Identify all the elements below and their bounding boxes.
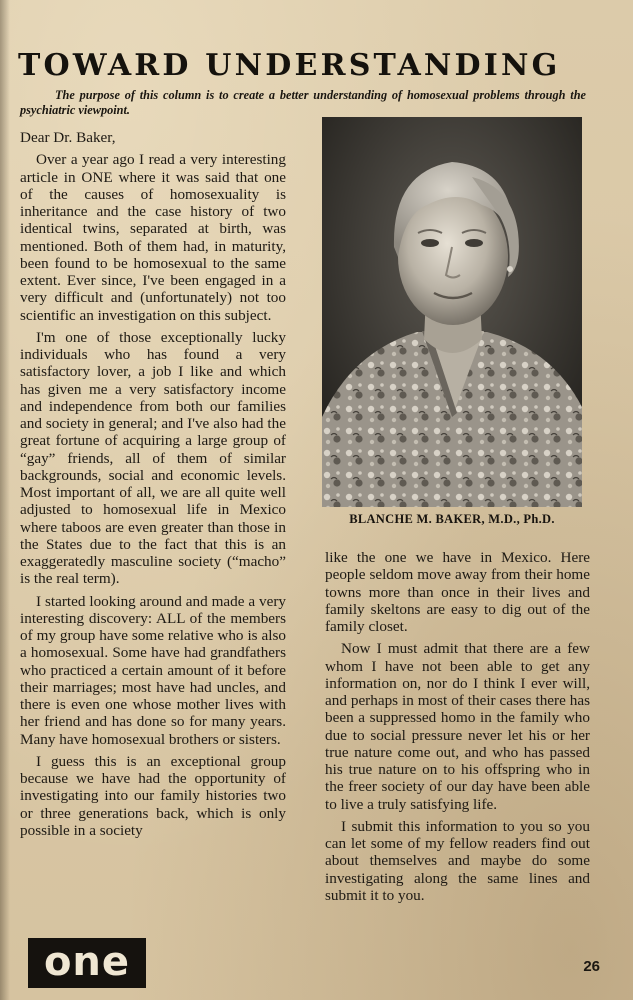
page-number: 26 — [583, 958, 600, 975]
photo-caption: BLANCHE M. BAKER, M.D., Ph.D. — [349, 512, 555, 526]
letter-salutation: Dear Dr. Baker, — [20, 129, 116, 146]
right-text-column — [325, 549, 590, 904]
letter-paragraph: Over a year ago I read a very interesting article in ONE where it was said that one of the causes of homosexuality is inheritance and the case history of two identical twins, separated at birth, was mentioned. Both of them had, in maturity, been found to be homosexual to the same extent. Ever since, I've been engaged in a very difficult and (unfortunately) not too scientific an investigation on this subject. — [20, 151, 286, 324]
letter-paragraph: I guess this is an exceptional group because we have had the opportunity of investigating into our family histories two or three generations back, which is only possible in a society — [20, 752, 286, 839]
letter-paragraph: I submit this information to you so you can let some of my fellow readers find out about themselves and maybe do some investigating along the same lines and submit it to you. — [325, 817, 590, 904]
article-subtitle: The purpose of this column is to create a better understanding of homosexual problems through the psychiatric viewpoint. — [20, 88, 586, 117]
letter-paragraph: I'm one of those exceptionally lucky individuals who has found a very satisfactory lover, a job I like and which has given me a very satisfactory income and independence from both our families and society in general; and I've also had the great fortune of acquiring a large group of “gay” friends, all of them of similar backgrounds, social and economic levels. Most important of all, we are all quite well adjusted to homosexual life in Mexico where taboos are even greater than those in the States due to the fact that this is an exaggeratedly masculine society (“macho” is the real term). — [20, 328, 286, 588]
portrait-illustration — [322, 117, 582, 507]
left-text-column — [20, 129, 286, 839]
author-portrait-photo — [322, 117, 582, 507]
magazine-logo — [28, 938, 146, 988]
letter-paragraph: I started looking around and made a very interesting discovery: ALL of the members of my group have some relative who is also a homosexual. Some have had grandfathers who practiced a certain amount of it before their marriages; most have had uncles, and there is even one whose mother lives with her friend and has done so for many years. Many have homosexual brothers or sisters. — [20, 592, 286, 748]
letter-paragraph: Now I must admit that there are a few whom I have not been able to get any information on, nor do I think I ever will, and perhaps in most of their cases there has been a suppressed homo in the family who due to social pressure never let his or her true nature come out, and who has passed his true nature on to his offspring who in the freer society of our day have been able to live a truly satisfying life. — [325, 640, 590, 813]
page-edge-shadow — [0, 0, 10, 1000]
article-title: TOWARD UNDERSTANDING — [18, 48, 561, 83]
magazine-logo-text: one — [43, 939, 131, 985]
letter-paragraph: like the one we have in Mexico. Here people seldom move away from their home towns more than once in their lives and family skeltons are easy to dig out of the family closet. — [325, 549, 590, 635]
